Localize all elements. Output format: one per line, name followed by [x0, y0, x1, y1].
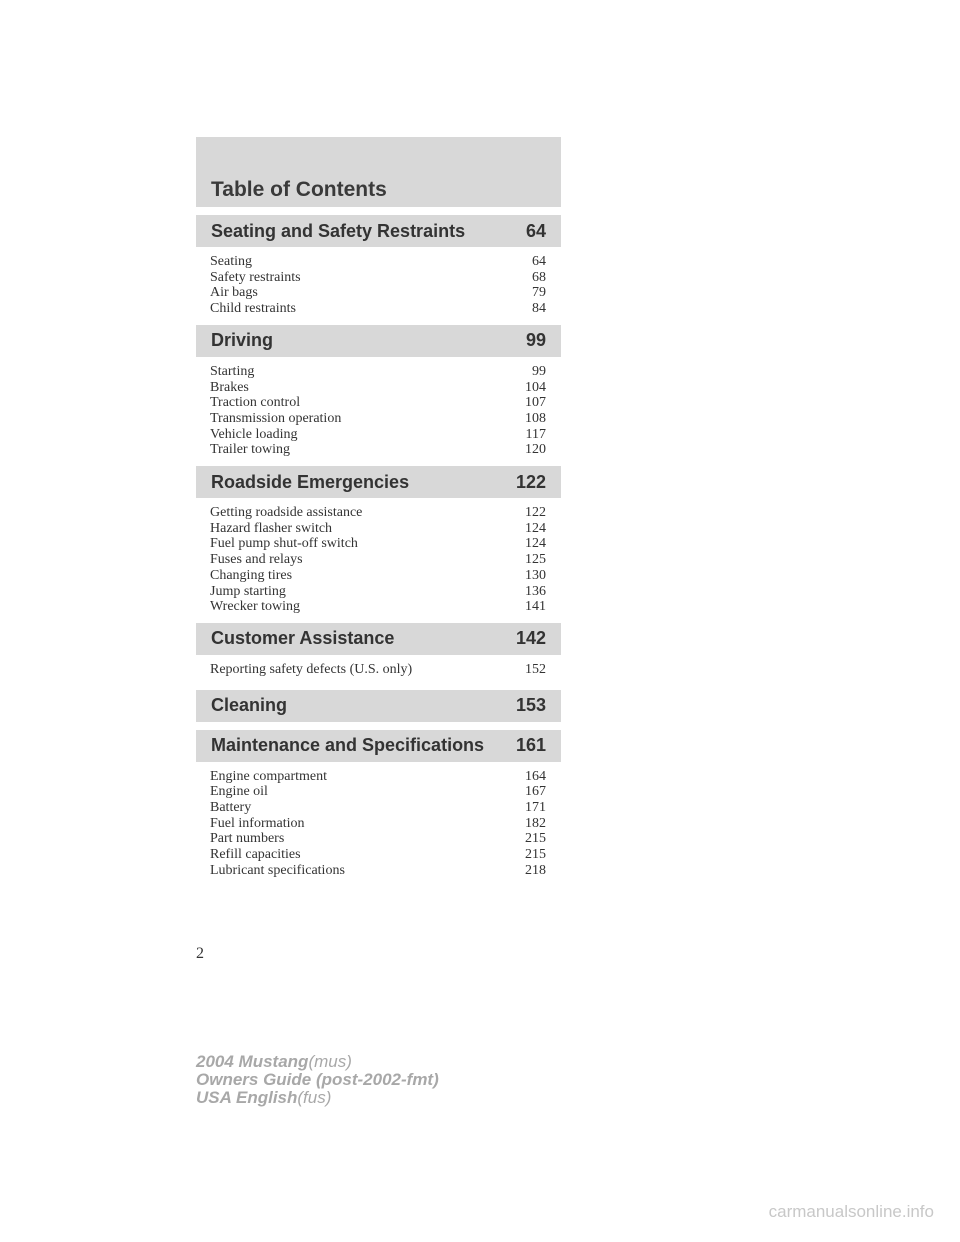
entry-label: Engine oil	[210, 784, 268, 800]
entry-label: Changing tires	[210, 567, 293, 583]
entry-page: 171	[525, 800, 546, 816]
entry-label: Transmission operation	[210, 410, 342, 426]
footer-model-code: (mus)	[308, 1052, 352, 1071]
toc-section	[196, 623, 561, 678]
toc-entry[interactable]	[210, 784, 546, 800]
toc-entry[interactable]	[210, 816, 546, 832]
footer-guide: Owners Guide (post-2002-fmt)	[196, 1070, 439, 1089]
entry-page: 182	[525, 815, 546, 831]
entry-page: 84	[532, 301, 546, 317]
toc-entry[interactable]	[210, 584, 546, 600]
section-title: Customer Assistance	[211, 628, 395, 649]
entry-page: 141	[525, 599, 546, 615]
entry-page: 99	[532, 363, 546, 379]
entry-page: 218	[525, 862, 546, 878]
section-heading[interactable]	[196, 730, 561, 762]
section-title: Cleaning	[211, 695, 288, 716]
section-heading[interactable]	[196, 623, 561, 655]
entry-label: Reporting safety defects (U.S. only)	[210, 661, 413, 677]
section-heading[interactable]	[196, 215, 561, 247]
footer-language-code: (fus)	[297, 1088, 332, 1107]
toc-entry[interactable]	[210, 769, 546, 785]
entry-label: Fuel information	[210, 815, 305, 831]
toc-entry[interactable]	[210, 301, 546, 317]
entry-label: Brakes	[210, 379, 249, 395]
entry-page: 164	[525, 768, 546, 784]
section-title: Maintenance and Specifications	[211, 735, 485, 756]
entry-label: Fuses and relays	[210, 552, 303, 568]
toc-entry[interactable]	[210, 427, 546, 443]
entry-label: Engine compartment	[210, 768, 328, 784]
toc-section	[196, 215, 561, 317]
entry-label: Trailer towing	[210, 442, 290, 458]
toc-entry[interactable]	[210, 568, 546, 584]
entry-page: 136	[525, 583, 546, 599]
section-title: Seating and Safety Restraints	[211, 220, 466, 241]
entry-page: 130	[525, 567, 546, 583]
toc-entry[interactable]	[210, 505, 546, 521]
entry-page: 167	[525, 784, 546, 800]
entry-label: Seating	[210, 254, 252, 269]
entry-label: Safety restraints	[210, 269, 301, 285]
toc-entry[interactable]	[210, 863, 546, 879]
footer-model: 2004 Mustang	[196, 1052, 309, 1071]
toc-entry[interactable]	[210, 254, 546, 270]
page-number: 2	[196, 945, 204, 962]
entry-label: Wrecker towing	[210, 599, 301, 615]
toc-entry[interactable]	[210, 536, 546, 552]
toc-entry[interactable]	[210, 270, 546, 286]
document-footer	[196, 1053, 439, 1107]
toc-entry[interactable]	[210, 599, 546, 615]
entry-label: Fuel pump shut-off switch	[210, 536, 358, 552]
section-page: 161	[515, 735, 546, 756]
entry-page: 68	[532, 269, 546, 285]
toc-entry[interactable]	[210, 364, 546, 380]
toc-entry[interactable]	[210, 521, 546, 537]
toc-entry[interactable]	[210, 800, 546, 816]
entry-page: 108	[525, 410, 546, 426]
section-page: 99	[525, 330, 546, 351]
entry-label: Refill capacities	[210, 847, 301, 863]
section-page: 64	[525, 220, 546, 241]
entry-label: Battery	[210, 800, 252, 816]
section-heading[interactable]	[196, 690, 561, 722]
toc-section	[196, 690, 561, 722]
section-entries	[196, 247, 561, 317]
section-entries	[196, 498, 561, 615]
entry-page: 122	[525, 505, 546, 521]
section-heading[interactable]	[196, 325, 561, 357]
section-page: 122	[515, 471, 546, 492]
watermark: carmanualsonline.info	[768, 1202, 934, 1221]
toc-title: Table of Contents	[211, 178, 387, 201]
toc-entry[interactable]	[210, 442, 546, 458]
entry-label: Child restraints	[210, 301, 296, 317]
entry-page: 215	[525, 831, 546, 847]
entry-page: 125	[525, 552, 546, 568]
section-page: 142	[515, 628, 546, 649]
toc-section	[196, 466, 561, 615]
toc-entry[interactable]	[210, 662, 546, 678]
entry-label: Air bags	[210, 285, 258, 301]
entry-label: Getting roadside assistance	[210, 505, 363, 521]
toc-section	[196, 730, 561, 879]
entry-page: 124	[525, 536, 546, 552]
section-entries	[196, 655, 561, 678]
toc-section	[196, 325, 561, 458]
section-title: Roadside Emergencies	[211, 471, 410, 492]
entry-page: 107	[525, 395, 546, 411]
entry-label: Traction control	[210, 395, 301, 411]
entry-label: Vehicle loading	[210, 426, 298, 442]
table-of-contents	[196, 137, 561, 879]
entry-page: 79	[532, 285, 546, 301]
section-page: 153	[515, 695, 546, 716]
entry-page: 152	[525, 661, 546, 677]
entry-label: Hazard flasher switch	[210, 520, 333, 536]
toc-entry[interactable]	[210, 847, 546, 863]
toc-entry[interactable]	[210, 831, 546, 847]
entry-label: Jump starting	[210, 583, 286, 599]
entry-page: 117	[525, 426, 546, 442]
entry-page: 64	[532, 254, 546, 269]
footer-language: USA English	[196, 1088, 298, 1107]
entry-page: 104	[525, 379, 546, 395]
entry-page: 120	[525, 442, 546, 458]
entry-label: Lubricant specifications	[210, 862, 345, 878]
entry-page: 215	[525, 847, 546, 863]
toc-entry[interactable]	[210, 380, 546, 396]
entry-label: Part numbers	[210, 831, 285, 847]
entry-page: 124	[525, 520, 546, 536]
toc-entry[interactable]	[210, 552, 546, 568]
section-heading[interactable]	[196, 466, 561, 498]
section-entries	[196, 762, 561, 879]
toc-header	[196, 137, 561, 207]
toc-entry[interactable]	[210, 395, 546, 411]
entry-label: Starting	[210, 363, 255, 379]
toc-entry[interactable]	[210, 411, 546, 427]
toc-entry[interactable]	[210, 285, 546, 301]
section-title: Driving	[211, 330, 274, 351]
section-entries	[196, 357, 561, 458]
